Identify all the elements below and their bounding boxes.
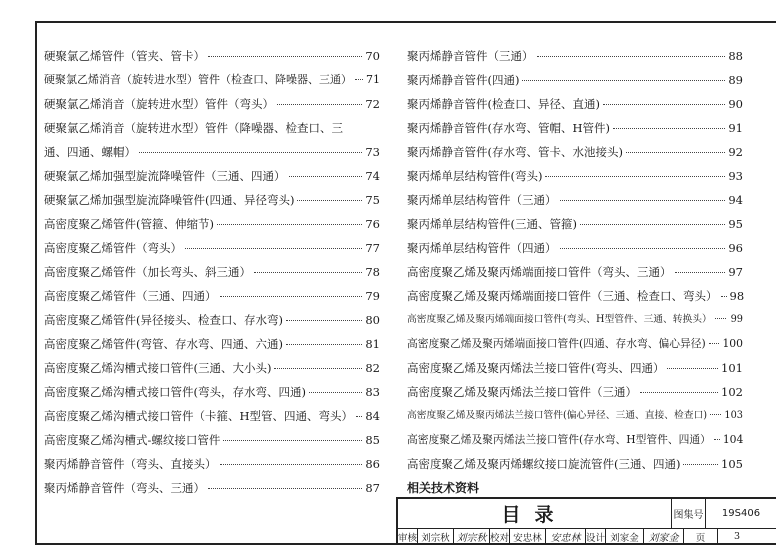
- toc-entry: [407, 116, 743, 140]
- dot-leader: [289, 176, 363, 177]
- dot-leader: [185, 248, 362, 249]
- toc-entry-title: 高密度聚乙烯管件(异径接头、检查口、存水弯): [44, 313, 283, 327]
- toc-entry-title: 聚丙烯静音管件(存水弯、管卡、水池接头): [407, 145, 623, 159]
- toc-entry-title: 硬聚氯乙烯消音（旋转进水型）管件（检查口、降噪器、三通）: [44, 73, 352, 86]
- toc-entry-page: 92: [728, 145, 743, 159]
- toc-entry-page: 71: [366, 73, 380, 86]
- toc-entry: [44, 188, 380, 212]
- dot-leader: [710, 414, 721, 415]
- toc-entry: [407, 332, 743, 356]
- dot-leader: [208, 488, 362, 489]
- dot-leader: [286, 344, 362, 345]
- dot-leader: [274, 368, 362, 369]
- toc-entry: [407, 212, 743, 236]
- toc-entry-title: 高密度聚乙烯沟槽式接口管件(三通、大小头): [44, 361, 272, 375]
- toc-entry-page: 102: [721, 385, 743, 399]
- toc-entry-page: 81: [365, 337, 380, 351]
- dot-leader: [355, 79, 363, 80]
- toc-entry: [44, 116, 380, 140]
- toc-entry: [44, 404, 380, 428]
- dot-leader: [721, 296, 727, 297]
- toc-entry-title: 硬聚氯乙烯加强型旋流降噪管件（三通、四通）: [44, 169, 286, 183]
- dot-leader: [297, 200, 362, 201]
- toc-entry-title: 聚丙烯单层结构管件(弯头): [407, 169, 543, 183]
- section-heading: 相关技术资料: [407, 481, 480, 495]
- dot-leader: [223, 440, 362, 441]
- toc-entry-title: 通、四通、螺帽）: [44, 145, 136, 159]
- dot-leader: [675, 272, 726, 273]
- toc-entry-title: 高密度聚乙烯及聚丙烯端面接口管件（三通、检查口、弯头）: [407, 289, 718, 303]
- dot-leader: [537, 56, 726, 57]
- toc-entry-page: 100: [722, 337, 743, 350]
- dot-leader: [613, 128, 725, 129]
- toc-entry-page: 94: [728, 193, 743, 207]
- dot-leader: [580, 224, 725, 225]
- toc-entry: [44, 308, 380, 332]
- toc-entry-page: 75: [365, 193, 380, 207]
- check-label: 校对: [490, 528, 510, 545]
- toc-entry-page: 76: [365, 217, 380, 231]
- toc-entry-title: 高密度聚乙烯管件（三通、四通）: [44, 289, 217, 303]
- toc-entry: [407, 308, 743, 332]
- dot-leader: [254, 272, 362, 273]
- toc-entry-title: 聚丙烯静音管件（弯头、三通）: [44, 481, 205, 495]
- page-number: 3: [733, 531, 741, 542]
- toc-entry-title: 高密度聚乙烯沟槽式接口管件（卡箍、H型管、四通、弯头）: [44, 409, 354, 423]
- toc-entry-title: 高密度聚乙烯沟槽式接口管件(弯头，存水弯、四通): [44, 385, 306, 399]
- toc-entry: [407, 356, 743, 380]
- dot-leader: [277, 104, 362, 105]
- toc-entry-page: 85: [365, 433, 380, 447]
- dot-leader: [522, 80, 725, 81]
- dot-leader: [683, 464, 718, 465]
- toc-entry-page: 97: [728, 265, 743, 279]
- toc-entry-title: 高密度聚乙烯及聚丙烯端面接口管件(四通、存水弯、偏心异径): [407, 337, 706, 350]
- dot-leader: [709, 343, 720, 344]
- toc-entry: [44, 140, 380, 164]
- dot-leader: [220, 296, 363, 297]
- toc-entry: [407, 68, 743, 92]
- toc-entry-title: 高密度聚乙烯管件(管箍、伸缩节): [44, 217, 214, 231]
- toc-entry: [44, 380, 380, 404]
- toc-entry: [407, 284, 743, 308]
- toc-entry-title: 聚丙烯单层结构管件（三通）: [407, 193, 557, 207]
- dot-leader: [309, 392, 362, 393]
- check-name: 安忠林: [510, 528, 546, 545]
- toc-entry-page: 82: [365, 361, 380, 375]
- design-signature: 刘家金: [644, 528, 684, 545]
- toc-entry-title: 高密度聚乙烯及聚丙烯端面接口管件（弯头、三通）: [407, 265, 672, 279]
- toc-entry-page: 95: [728, 217, 743, 231]
- design-label: 设计: [586, 528, 606, 545]
- toc-entry-title: 硬聚氯乙烯管件（管夹、管卡）: [44, 49, 205, 63]
- toc-entry-page: 79: [365, 289, 380, 303]
- signature-row: [398, 528, 776, 545]
- toc-entry-page: 99: [730, 314, 743, 325]
- dot-leader: [139, 152, 362, 153]
- dot-leader: [220, 464, 363, 465]
- atlas-number: 19S406: [721, 508, 761, 519]
- toc-entry-title: 硬聚氯乙烯消音（旋转进水型）管件（降噪器、检查口、三: [44, 121, 343, 135]
- toc-entry: [407, 380, 743, 404]
- toc-entry-title: 硬聚氯乙烯消音（旋转进水型）管件（弯头）: [44, 97, 274, 111]
- toc-entry-page: 91: [728, 121, 743, 135]
- toc-entry: [407, 452, 743, 476]
- toc-entry-title: 高密度聚乙烯及聚丙烯法兰接口管件(弯头、四通）: [407, 361, 665, 375]
- toc-entry-page: 78: [365, 265, 380, 279]
- toc-entry-page: 89: [728, 73, 743, 87]
- toc-entry-page: 73: [365, 145, 380, 159]
- toc-entry-title: 高密度聚乙烯管件(弯管、存水弯、四通、六通): [44, 337, 283, 351]
- toc-entry: [44, 44, 380, 68]
- toc-entry: [44, 476, 380, 500]
- toc-entry: [44, 356, 380, 380]
- title-block: [396, 497, 776, 545]
- toc-entry: [407, 44, 743, 68]
- toc-entry-page: 72: [365, 97, 380, 111]
- toc-entry-page: 103: [724, 410, 743, 421]
- dot-leader: [560, 248, 726, 249]
- toc-entry-page: 86: [365, 457, 380, 471]
- toc-entry-page: 77: [365, 241, 380, 255]
- toc-entry: [407, 140, 743, 164]
- toc-entry: [407, 404, 743, 428]
- toc-entry: [407, 164, 743, 188]
- dot-leader: [640, 392, 718, 393]
- dot-leader: [714, 439, 720, 440]
- page-label: 页: [684, 528, 718, 545]
- toc-entry-page: 70: [365, 49, 380, 63]
- toc-entry: [44, 260, 380, 284]
- toc-entry-title: 高密度聚乙烯及聚丙烯法兰接口管件（三通）: [407, 385, 637, 399]
- toc-entry-page: 88: [728, 49, 743, 63]
- toc-entry-title: 高密度聚乙烯沟槽式-螺纹接口管件: [44, 433, 221, 447]
- dot-leader: [356, 416, 362, 417]
- toc-left-column: [44, 44, 380, 500]
- toc-entry: [44, 284, 380, 308]
- toc-entry-page: 105: [721, 457, 743, 471]
- toc-entry: [44, 236, 380, 260]
- dot-leader: [603, 104, 725, 105]
- toc-entry: [44, 212, 380, 236]
- toc-entry-page: 96: [728, 241, 743, 255]
- toc-entry-page: 74: [365, 169, 380, 183]
- review-signature: 刘宗秋: [454, 528, 490, 545]
- toc-entry-title: 高密度聚乙烯及聚丙烯法兰接口管件(偏心异径、三通、直接、检查口): [407, 410, 708, 421]
- toc-entry-title: 聚丙烯静音管件(四通): [407, 73, 520, 87]
- dot-leader: [626, 152, 725, 153]
- toc-entry-title: 高密度聚乙烯管件（加长弯头、斜三通）: [44, 265, 251, 279]
- toc-entry: [44, 428, 380, 452]
- toc-entry: [44, 452, 380, 476]
- toc-entry-page: 84: [365, 409, 380, 423]
- toc-entry-title: 高密度聚乙烯管件（弯头）: [44, 241, 182, 255]
- dot-leader: [217, 224, 362, 225]
- dot-leader: [667, 368, 718, 369]
- toc-entry-title: 高密度聚乙烯及聚丙烯法兰接口管件(存水弯、H型管件、四通）: [407, 433, 711, 446]
- design-name: 刘家金: [606, 528, 644, 545]
- toc-entry-title: 硬聚氯乙烯加强型旋流降噪管件(四通、异径弯头): [44, 193, 295, 207]
- sheet-title: 目录: [398, 499, 672, 528]
- toc-entry: [44, 164, 380, 188]
- toc-entry-title: 高密度聚乙烯及聚丙烯端面接口管件(弯头、H型管件、三通、转换头）: [407, 314, 712, 325]
- toc-entry-page: 101: [721, 361, 743, 375]
- toc-entry-title: 聚丙烯单层结构管件（四通）: [407, 241, 557, 255]
- toc-entry-title: 聚丙烯静音管件（三通）: [407, 49, 534, 63]
- toc-entry-page: 90: [728, 97, 743, 111]
- toc-entry: [407, 92, 743, 116]
- toc-entry-page: 80: [365, 313, 380, 327]
- toc-entry: [407, 188, 743, 212]
- toc-entry-title: 聚丙烯静音管件(检查口、异径、直通): [407, 97, 600, 111]
- dot-leader: [560, 200, 726, 201]
- dot-leader: [545, 176, 725, 177]
- toc-entry: [44, 68, 380, 92]
- toc-right-column: [407, 44, 743, 500]
- toc-entry-page: 87: [365, 481, 380, 495]
- toc-entry-title: 高密度聚乙烯及聚丙烯螺纹接口旋流管件(三通、四通): [407, 457, 681, 471]
- toc-entry-title: 聚丙烯单层结构管件(三通、管箍): [407, 217, 577, 231]
- toc-entry-page: 93: [728, 169, 743, 183]
- check-signature: 安忠林: [546, 528, 586, 545]
- review-label: 审核: [398, 528, 418, 545]
- toc-entry-page: 98: [729, 289, 745, 303]
- toc-entry: [44, 92, 380, 116]
- toc-entry-title: 聚丙烯静音管件（弯头、直接头）: [44, 457, 217, 471]
- dot-leader: [208, 56, 362, 57]
- toc-entry: [44, 332, 380, 356]
- review-name: 刘宗秋: [418, 528, 454, 545]
- dot-leader: [715, 318, 726, 319]
- dot-leader: [286, 320, 362, 321]
- atlas-label: 图集号: [672, 499, 706, 528]
- toc-entry-page: 104: [722, 433, 744, 446]
- toc-entry-page: 83: [365, 385, 380, 399]
- toc-entry: [407, 236, 743, 260]
- toc-entry-title: 聚丙烯静音管件(存水弯、管帽、H管件): [407, 121, 610, 135]
- toc-entry: [407, 428, 743, 452]
- toc-entry: [407, 260, 743, 284]
